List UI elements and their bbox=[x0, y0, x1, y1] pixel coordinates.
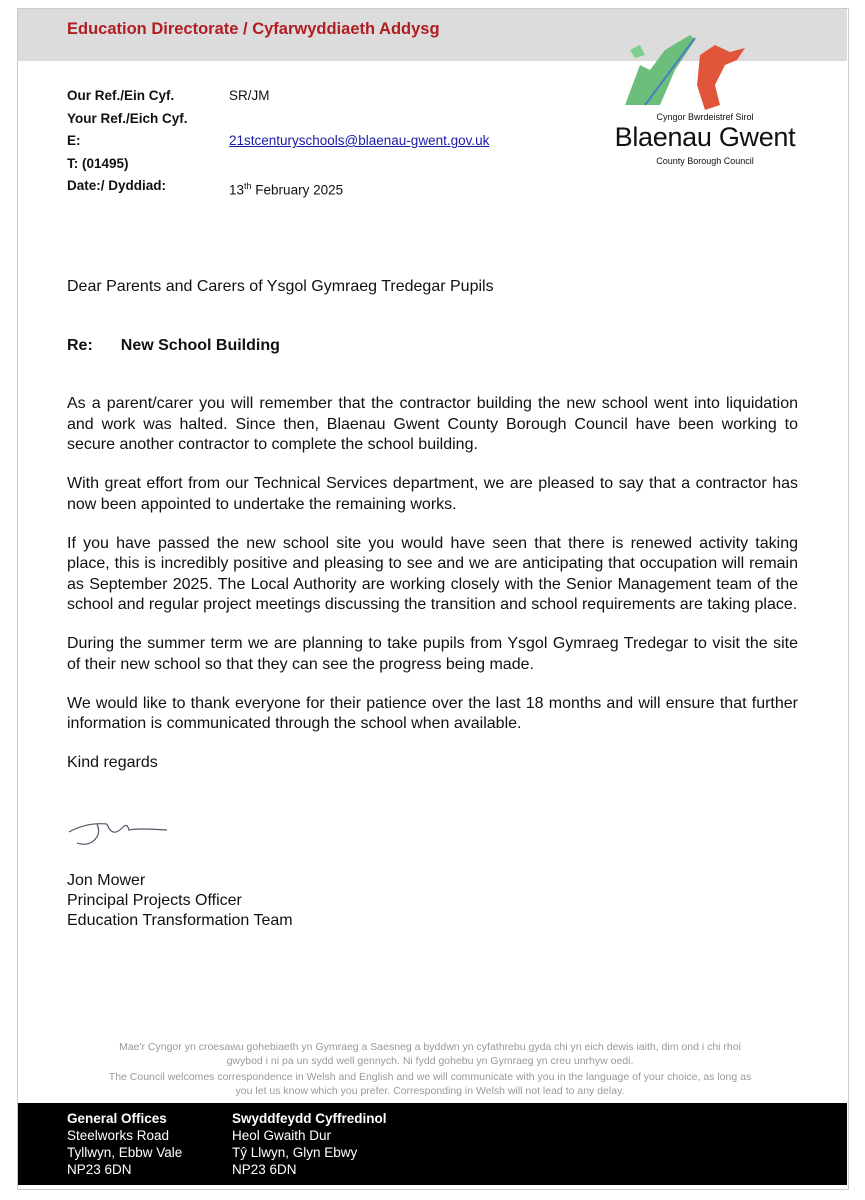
address-line: Steelworks Road bbox=[67, 1128, 170, 1143]
address-english bbox=[67, 1110, 182, 1178]
date-rest: February 2025 bbox=[251, 182, 344, 198]
logo-english-text: County Borough Council bbox=[656, 156, 754, 166]
dragon-mountain-icon bbox=[605, 30, 805, 115]
ref-label: Our Ref./Ein Cyf. bbox=[67, 88, 175, 103]
subject: New School Building bbox=[120, 337, 280, 354]
logo-welsh-text: Cyngor Bwrdeistref Sirol bbox=[656, 112, 754, 122]
footer-address bbox=[18, 1103, 847, 1185]
paragraph: If you have passed the new school site you would have seen that there is renewed activity taking place, this is incredibly positive and pleasing to see and we are anticipating that occupation will remain as September 2025. The Local Authority are working closely with the Senior Management team of the school and regular project meetings discussing the transition and school requirements are taking place. bbox=[67, 534, 798, 613]
address-line: Tyllwyn, Ebbw Vale bbox=[67, 1145, 183, 1160]
directorate-title: Education Directorate / Cyfarwyddiaeth Addysg bbox=[67, 20, 440, 38]
paragraph: With great effort from our Technical Services department, we are pleased to say that a contractor has now been appointed to undertake the remaining works. bbox=[67, 475, 798, 513]
signer-team: Education Transformation Team bbox=[67, 912, 293, 929]
address-line: NP23 6DN bbox=[232, 1162, 297, 1177]
date-value bbox=[229, 175, 343, 202]
notice-welsh: Mae'r Cyngor yn croesawu gohebiaeth yn Gymraeg a Saesneg a byddwn yn cyfathrebu gyda chi yn eich dewis iaith, dim ond i chi rhoi gwybod i ni pa un sydd well gennych. Ni fydd gohebu yn Gymraeg yn creu unrhyw oedi. bbox=[119, 1041, 741, 1067]
ref-label: T: (01495) bbox=[67, 155, 129, 171]
paragraph: As a parent/carer you will remember that the contractor building the new school went into liquidation and work was halted. Since then, Blaenau Gwent County Borough Council have been working to secure another contractor to complete the school building. bbox=[67, 395, 798, 453]
paragraph: During the summer term we are planning to take pupils from Ysgol Gymraeg Tredegar to visit the site of their new school so that they can see the progress being made. bbox=[67, 635, 798, 673]
closing: Kind regards bbox=[67, 754, 158, 771]
address-line: Tŷ Llwyn, Glyn Ebwy bbox=[232, 1145, 358, 1160]
council-logo bbox=[605, 30, 805, 170]
signer-title: Principal Projects Officer bbox=[67, 892, 242, 909]
email-link[interactable]: 21stcenturyschools@blaenau-gwent.gov.uk bbox=[229, 133, 490, 148]
logo-name: Blaenau Gwent bbox=[614, 122, 796, 152]
ref-label: Your Ref./Eich Cyf. bbox=[67, 110, 188, 126]
address-welsh bbox=[232, 1110, 387, 1178]
re-label: Re: bbox=[67, 337, 93, 354]
address-line: Heol Gwaith Dur bbox=[232, 1128, 332, 1143]
reference-block bbox=[67, 85, 489, 202]
address-heading: General Offices bbox=[67, 1111, 167, 1126]
paragraph: We would like to thank everyone for their patience over the last 18 months and will ensure that further information is communicated through the school when available. bbox=[67, 694, 798, 732]
address-line: NP23 6DN bbox=[67, 1162, 132, 1177]
ref-label: Date:/ Dyddiad: bbox=[67, 178, 167, 193]
signer-name: Jon Mower bbox=[67, 872, 146, 889]
address-heading: Swyddfeydd Cyffredinol bbox=[232, 1111, 387, 1126]
signer-block bbox=[67, 871, 293, 931]
subject-line bbox=[67, 337, 308, 355]
salutation: Dear Parents and Carers of Ysgol Gymraeg Tredegar Pupils bbox=[67, 278, 494, 295]
date-suffix: th bbox=[244, 181, 252, 191]
language-notice bbox=[100, 1040, 760, 1100]
letter-body bbox=[67, 394, 798, 792]
ref-value: SR/JM bbox=[229, 88, 270, 103]
date-day: 13 bbox=[229, 182, 245, 198]
ref-label: E: bbox=[67, 133, 81, 148]
notice-english: The Council welcomes correspondence in Welsh and English and we will communicate with you in the language of your choice, as long as you let us know which you prefer. Corresponding in Welsh will not lead to any delay. bbox=[108, 1071, 752, 1097]
signature bbox=[67, 810, 177, 850]
